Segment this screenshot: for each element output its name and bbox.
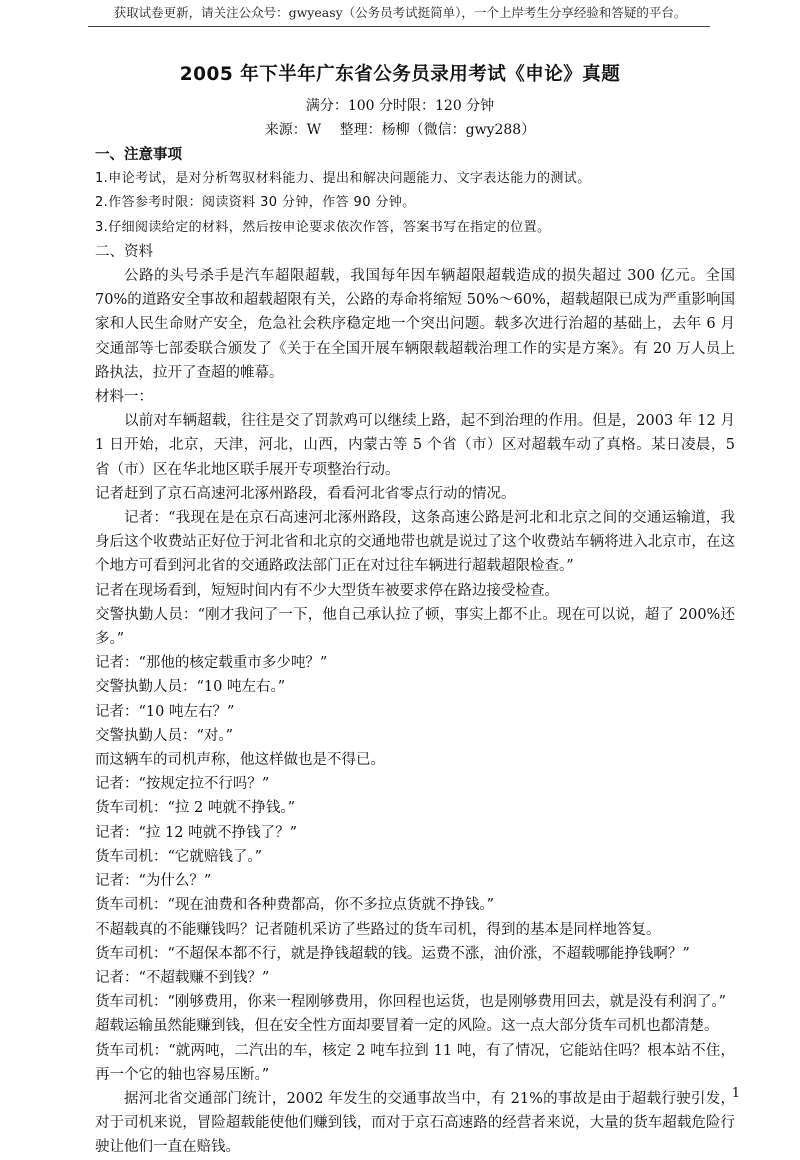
dialog-line: 记者：“为什么？” <box>95 873 212 890</box>
dialog-line: 货车司机：“现在油费和各种费都高，你不多拉点货就不挣钱。” <box>95 897 495 914</box>
intro-paragraph: 公路的头号杀手是汽车超限超载，我国每年因车辆超限超载造成的损失超过 300 亿元。全国 70%的道路安全事故和超载超限有关，公路的寿命将缩短 50%～60%，超载超限已成为严重影响国家和人民生命财产安全，危急社会秩序稳定地一个突出问题。载多次进行治超的基础上，去年 6 月交通部等七部委联合颁发了《关于在全国开展车辆限载超载治理工作的实是方案》。有 20 万人员上路执法，拉开了查超的帷幕。 <box>95 268 735 381</box>
dialog-line: 交警执勤人员：“10 吨左右。” <box>95 679 286 696</box>
dialog-line: 货车司机：“它就赔钱了。” <box>95 848 263 865</box>
notice-item-3: 3.仔细阅读给定的材料，然后按申论要求依次作答，答案书写在指定的位置。 <box>95 219 551 235</box>
dialog-line: 货车司机：“拉 2 吨就不挣钱。” <box>95 800 296 817</box>
material-one-label: 材料一： <box>95 389 153 406</box>
dialog-line: 记者：“不超载赚不到钱？” <box>95 969 270 986</box>
material-heading: 二、资料 <box>95 243 153 260</box>
dialog-line: 而这辆车的司机声称，他这样做也是不得已。 <box>95 752 385 769</box>
paragraph: 超载运输虽然能赚到钱，但在安全性方面却要冒着一定的风险。这一点大部分货车司机也都清楚。 <box>95 1018 719 1035</box>
notice-heading: 一、注意事项 <box>95 146 182 163</box>
dialog-line: 交警执勤人员：“刚才我问了一下，他自己承认拉了顿，事实上都不止。现在可以说，超了 200%还多。” <box>95 606 735 648</box>
paragraph: 据河北省交通部门统计，2002 年发生的交通事故当中，有 21%的事故是由于超载行驶引发，对于司机来说，冒险超载能使他们赚到钱，而对于京石高速路的经营者来说，大量的货车超载危险行驶让他们一直在赔钱。 <box>95 1090 735 1156</box>
dialog-line: 交警执勤人员：“对。” <box>95 727 234 744</box>
header-divider <box>88 26 710 27</box>
paragraph: 货车司机：“就两吨，二汽出的车，核定 2 吨车拉到 11 吨，有了情况，它能站住吗？根本站不住，再一个它的轴也容易压断。” <box>95 1042 735 1083</box>
dialog-line: 货车司机：“不超保本都不行，就是挣钱超载的钱。运费不涨，油价涨，不超载哪能挣钱啊？” <box>95 945 690 962</box>
page-number: 1 <box>731 1086 740 1101</box>
dialog-line: 不超载真的不能赚钱吗？记者随机采访了些路过的货车司机，得到的基本是同样地答复。 <box>95 921 661 938</box>
document-title: 2005 年下半年广东省公务员录用考试《申论》真题 <box>179 64 621 85</box>
dialog-line: 记者：“按规定拉不行吗？” <box>95 776 270 793</box>
paragraph: 货车司机：“刚够费用，你来一程刚够费用，你回程也运货，也是刚够费用回去，就是没有利润了。” <box>95 994 727 1011</box>
dialog-line: 记者：“10 吨左右？” <box>95 703 235 720</box>
dialog-line: 记者：“那他的核定载重市多少吨？” <box>95 655 328 672</box>
source-line: 来源：W 整理：杨柳（微信：gwy288） <box>264 122 536 138</box>
paragraph: 记者：“我现在是在京石高速河北涿州路段，这条高速公路是河北和北京之间的交通运输道，我身后这个收费站正好位于河北省和北京的交通地带也就是说过了这个收费站车辆将进入北京市，在这个地方可看到河北省的交通路政法部门正在对过往车辆进行超载超限检查。” <box>95 510 735 575</box>
paragraph: 记者赶到了京石高速河北涿州路段，看看河北省零点行动的情况。 <box>95 485 516 502</box>
paragraph: 以前对车辆超载，往往是交了罚款鸡可以继续上路，起不到治理的作用。但是，2003 年 12 月 1 日开始，北京，天津，河北，山西，内蒙古等 5 个省（市）区对超载车动了真格。某日凌晨，5 省（市）区在华北地区联手展开专项整治行动。 <box>95 413 735 478</box>
document-body <box>95 143 735 1160</box>
dialog-line: 记者：“拉 12 吨就不挣钱了？” <box>95 824 297 841</box>
score-time-line: 满分：100 分时限：120 分钟 <box>305 98 495 114</box>
header-notice: 获取试卷更新，请关注公众号：gwyeasy（公务员考试挺简单），一个上岸考生分享经验和答疑的平台。 <box>113 5 687 20</box>
notice-item-2: 2.作答参考时限：阅读资料 30 分钟，作答 90 分钟。 <box>95 195 416 211</box>
notice-item-1: 1.申论考试，是对分析驾驭材料能力、提出和解决问题能力、文字表达能力的测试。 <box>95 171 591 187</box>
paragraph: 记者在现场看到，短短时间内有不少大型货车被要求停在路边接受检查。 <box>95 582 559 599</box>
